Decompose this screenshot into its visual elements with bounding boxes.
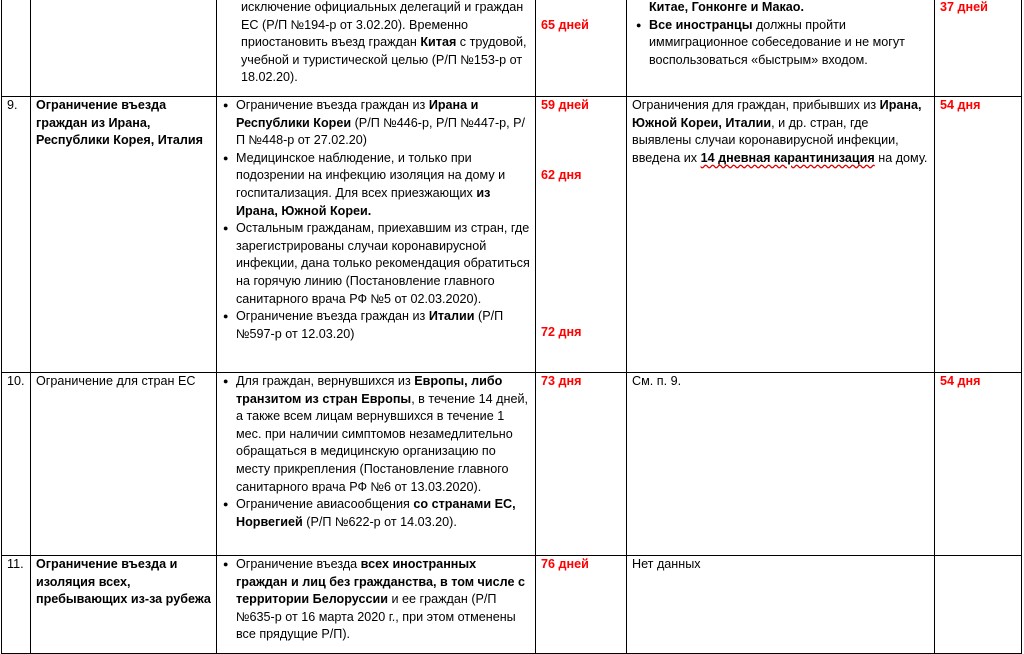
- list-item: ● Ограничение въезда граждан из Ирана и Республики Кореи (Р/П №446-р, Р/П №447-р, Р/П №448-р от 27.02.20): [222, 97, 530, 150]
- days-cell: [536, 0, 627, 97]
- measures-cell: исключение официальных делегаций и граждан ЕС (Р/П №194-р от 3.02.20). Временно приостановить въезд граждан Китая с трудовой, учебной и туристической целью (Р/П №153-р от 18.02.20).: [217, 0, 536, 97]
- table-row: [2, 97, 1022, 373]
- days-cell: [536, 373, 627, 556]
- measures-cell: [217, 556, 536, 654]
- days2-cell: [935, 556, 1022, 654]
- days-value: 73 дня: [541, 374, 582, 388]
- days2-cell: 54 дня: [935, 373, 1022, 556]
- row-number: 10.: [2, 373, 31, 556]
- row-number: 9.: [2, 97, 31, 373]
- list-item: ● Ограничение въезда всех иностранных граждан и лиц без гражданства, в том числе с территории Белоруссии и ее граждан (Р/П №635-р от 16 марта 2020 г., при этом отменены все прядущие Р/П).: [222, 556, 530, 644]
- list-item: ● Все иностранцы должны пройти иммиграционное собеседование и не могут воспользоваться «быстрым» входом.: [635, 17, 929, 70]
- days2-cell: 54 дня: [935, 97, 1022, 373]
- measures-table: [1, 0, 1022, 654]
- note-cell: Нет данных: [627, 556, 935, 654]
- note-cell: См. п. 9.: [627, 373, 935, 556]
- list-item: ● Остальным гражданам, приехавшим из стран, где зарегистрированы случаи коронавирусной инфекции, дана только рекомендация обратиться на горячую линию (Постановление главного санитарного врача РФ №5 от 02.03.2020).: [222, 220, 530, 308]
- days-cell: [536, 556, 627, 654]
- days-value: 65 дней: [541, 17, 589, 32]
- days-value: 59 дней: [541, 98, 589, 112]
- days-value: 76 дней: [541, 557, 589, 571]
- table-row: [2, 0, 1022, 97]
- days-value: 72 дня: [541, 325, 582, 340]
- list-item: ● Для граждан, вернувшихся из Европы, либо транзитом из стран Европы, в течение 14 дней, а также всем лицам вернувшихся в течение 1 мес. при наличии симптомов незамедлительно обращаться в медицинскую организацию по месту прикрепления (Постановление главного санитарного врача РФ №6 от 13.03.2020).: [222, 373, 530, 496]
- days-cell: [536, 97, 627, 373]
- table-row: [2, 556, 1022, 654]
- row-title: [31, 0, 217, 97]
- note-cell: Ограничения для граждан, прибывших из Ирана, Южной Кореи, Италии, и др. стран, где выявлены случаи коронавирусной инфекции, введена их 14 дневная карантинизация на дому.: [627, 97, 935, 373]
- row-title: Ограничение въезда граждан из Ирана, Республики Корея, Италия: [31, 97, 217, 373]
- measures-cell: [217, 97, 536, 373]
- row-number: 11.: [2, 556, 31, 654]
- row-title: Ограничение для стран ЕС: [31, 373, 217, 556]
- row-title: Ограничение въезда и изоляция всех, пребывающих из-за рубежа: [31, 556, 217, 654]
- measures-cell: [217, 373, 536, 556]
- row-number: [2, 0, 31, 97]
- days-value: 62 дня: [541, 167, 582, 182]
- list-item: ● Ограничение въезда граждан из Италии (Р/П №597-р от 12.03.20): [222, 308, 530, 343]
- note-cell: Китае, Гонконге и Макао. ● Все иностранцы должны пройти иммиграционное собеседование и не могут воспользоваться «быстрым» входом.: [627, 0, 935, 97]
- list-item: ● Ограничение авиасообщения со странами ЕС, Норвегией (Р/П №622-р от 14.03.20).: [222, 496, 530, 531]
- days2-cell: 37 дней: [935, 0, 1022, 97]
- table-row: [2, 373, 1022, 556]
- list-item: ● Медицинское наблюдение, и только при подозрении на инфекцию изоляция на дому и госпитализация. Для всех приезжающих из Ирана, Южной Кореи.: [222, 150, 530, 220]
